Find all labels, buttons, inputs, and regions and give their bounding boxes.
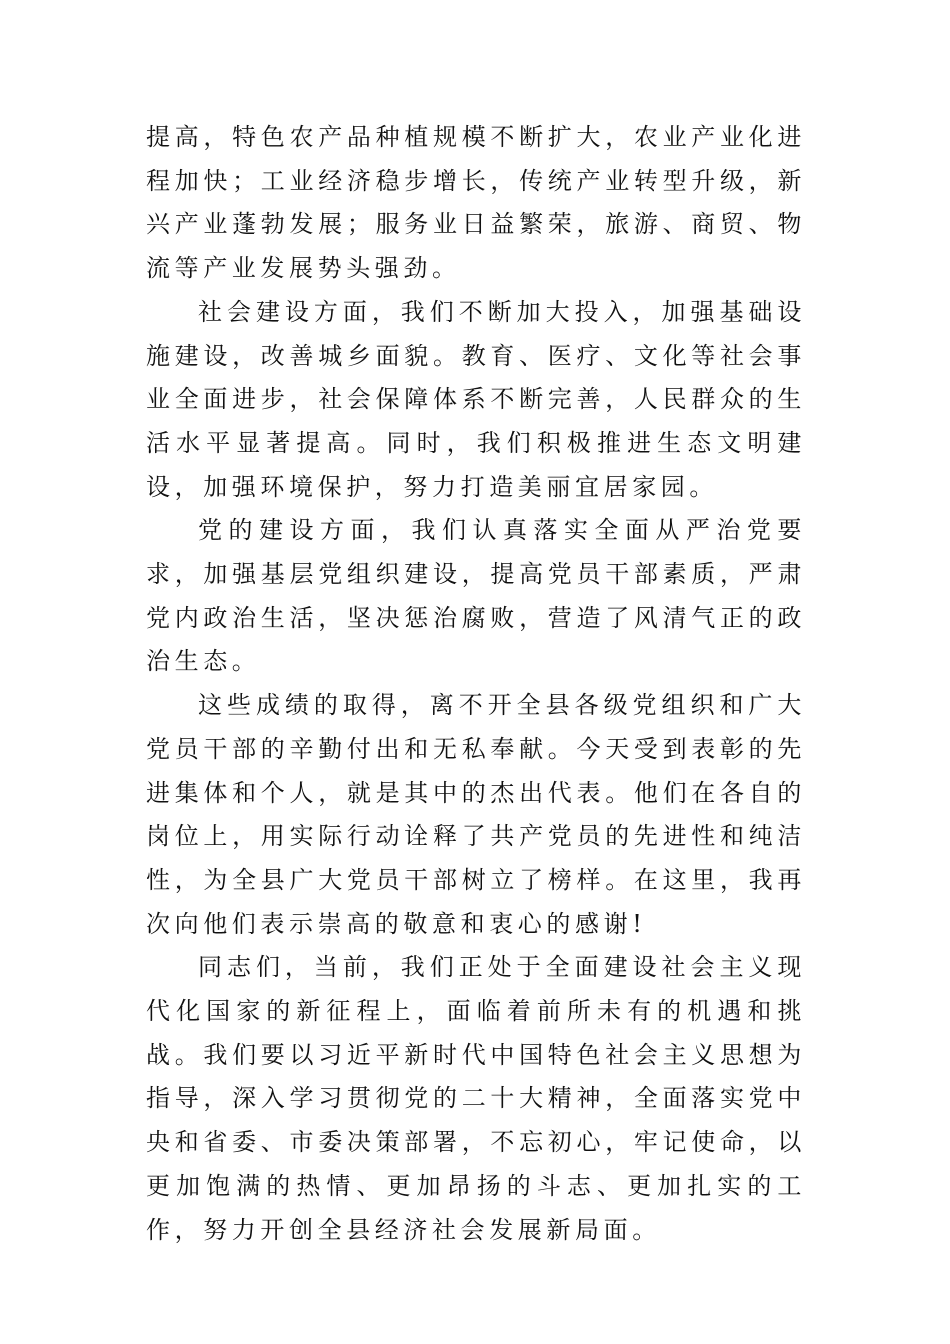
- paragraph-social-construction: 社会建设方面，我们不断加大投入，加强基础设施建设，改善城乡面貌。教育、医疗、文化等社会事业全面进步，社会保障体系不断完善，人民群众的生活水平显著提高。同时，我们积极推进生态文明建设，加强环境保护，努力打造美丽宜居家园。: [146, 297, 806, 501]
- paragraph-comrades: 同志们，当前，我们正处于全面建设社会主义现代化国家的新征程上，面临着前所未有的机遇和挑战。我们要以习近平新时代中国特色社会主义思想为指导，深入学习贯彻党的二十大精神，全面落实党中央和省委、市委决策部署，不忘初心，牢记使命，以更加饱满的热情、更加昂扬的斗志、更加扎实的工作，努力开创全县经济社会发展新局面。: [146, 953, 806, 1244]
- paragraph-continued: 提高，特色农产品种植规模不断扩大，农业产业化进程加快；工业经济稳步增长，传统产业转型升级，新兴产业蓬勃发展；服务业日益繁荣，旅游、商贸、物流等产业发展势头强劲。: [146, 123, 806, 283]
- paragraph-achievements: 这些成绩的取得，离不开全县各级党组织和广大党员干部的辛勤付出和无私奉献。今天受到表彰的先进集体和个人，就是其中的杰出代表。他们在各自的岗位上，用实际行动诠释了共产党员的先进性和纯洁性，为全县广大党员干部树立了榜样。在这里，我再次向他们表示崇高的敬意和衷心的感谢!: [146, 691, 806, 938]
- document-body: [146, 116, 806, 1252]
- paragraph-party-building: 党的建设方面，我们认真落实全面从严治党要求，加强基层党组织建设，提高党员干部素质，严肃党内政治生活，坚决惩治腐败，营造了风清气正的政治生态。: [146, 516, 806, 676]
